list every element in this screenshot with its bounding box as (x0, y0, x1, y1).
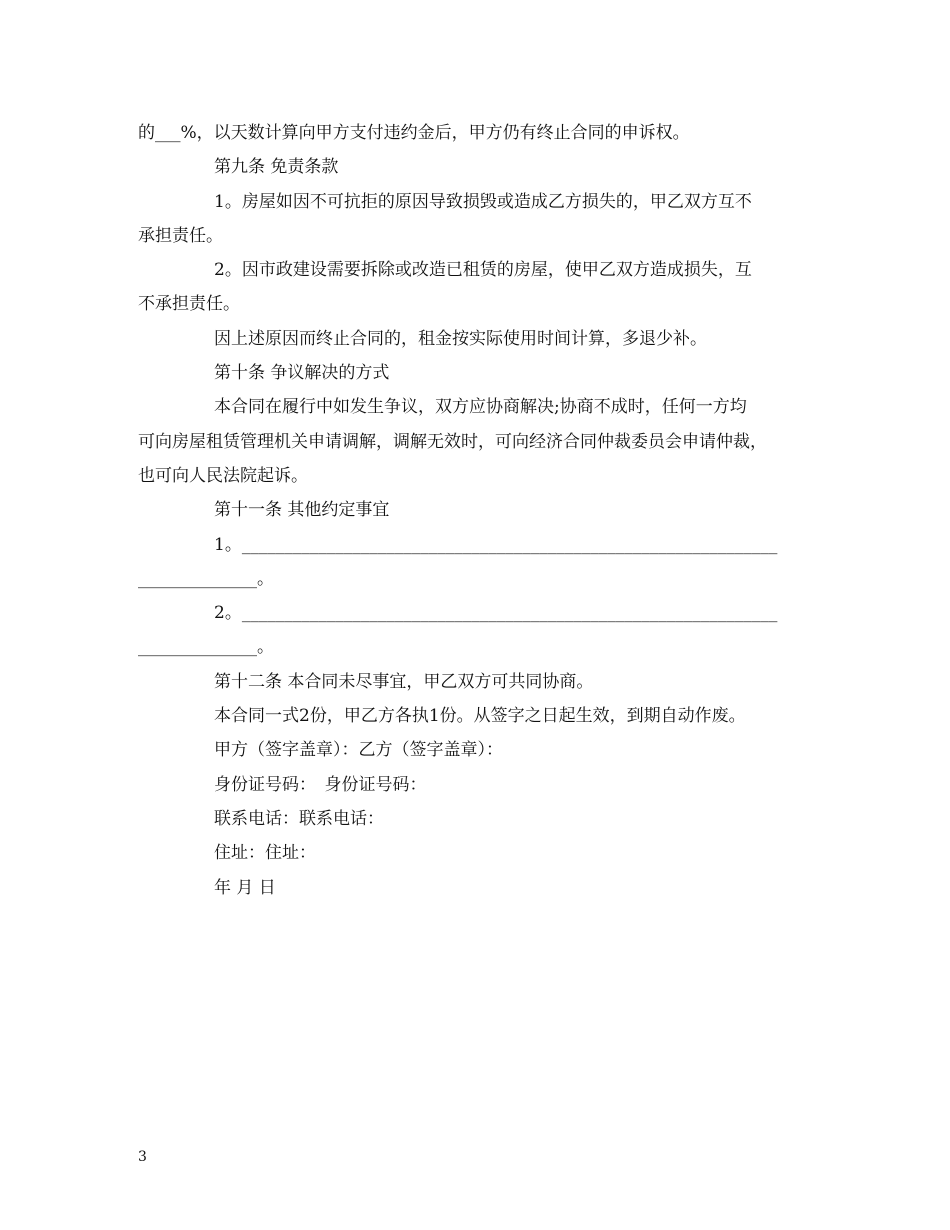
document-body (138, 116, 818, 905)
blank-fill-line: 1。_______________________________________________________________ (214, 534, 778, 555)
text-line: 2。因市政建设需要拆除或改造已租赁的房屋，使甲乙双方造成损失，互 (214, 260, 752, 281)
text-line: 可向房屋租赁管理机关申请调解，调解无效时，可向经济合同仲裁委员会申请仲裁， (138, 431, 767, 452)
text-line: 不承担责任。 (138, 294, 240, 315)
id-number-line: 身份证号码： 身份证号码： (214, 774, 427, 795)
text-line: 本合同在履行中如发生争议，双方应协商解决;协商不成时，任何一方均 (214, 397, 747, 418)
text-line: 因上述原因而终止合同的，租金按实际使用时间计算，多退少补。 (214, 328, 707, 349)
date-line: 年 月 日 (214, 877, 276, 898)
page-number: 3 (138, 1149, 147, 1165)
address-line: 住址：住址： (214, 843, 316, 864)
section-heading-10: 第十条 争议解决的方式 (214, 363, 390, 384)
section-heading-12: 第十二条 本合同未尽事宜，甲乙双方可共同协商。 (214, 671, 594, 692)
blank-fill-line: ______________。 (138, 637, 274, 658)
blank-fill-line: 2。_______________________________________________________________ (214, 603, 778, 624)
phone-line: 联系电话：联系电话： (214, 808, 384, 829)
text-line: 的___%，以天数计算向甲方支付违约金后，甲方仍有终止合同的申诉权。 (138, 123, 690, 143)
text-line: 1。房屋如因不可抗拒的原因导致损毁或造成乙方损失的，甲乙双方互不 (214, 191, 752, 212)
text-line: 也可向人民法院起诉。 (138, 465, 308, 486)
signature-party-line: 甲方（签字盖章）：乙方（签字盖章）： (214, 740, 503, 761)
section-heading-9: 第九条 免责条款 (214, 157, 339, 178)
text-line: 本合同一式2份，甲乙方各执1份。从签字之日起生效，到期自动作废。 (214, 706, 746, 727)
text-line: 承担责任。 (138, 225, 223, 246)
blank-fill-line: ______________。 (138, 568, 274, 589)
section-heading-11: 第十一条 其他约定事宜 (214, 500, 390, 521)
